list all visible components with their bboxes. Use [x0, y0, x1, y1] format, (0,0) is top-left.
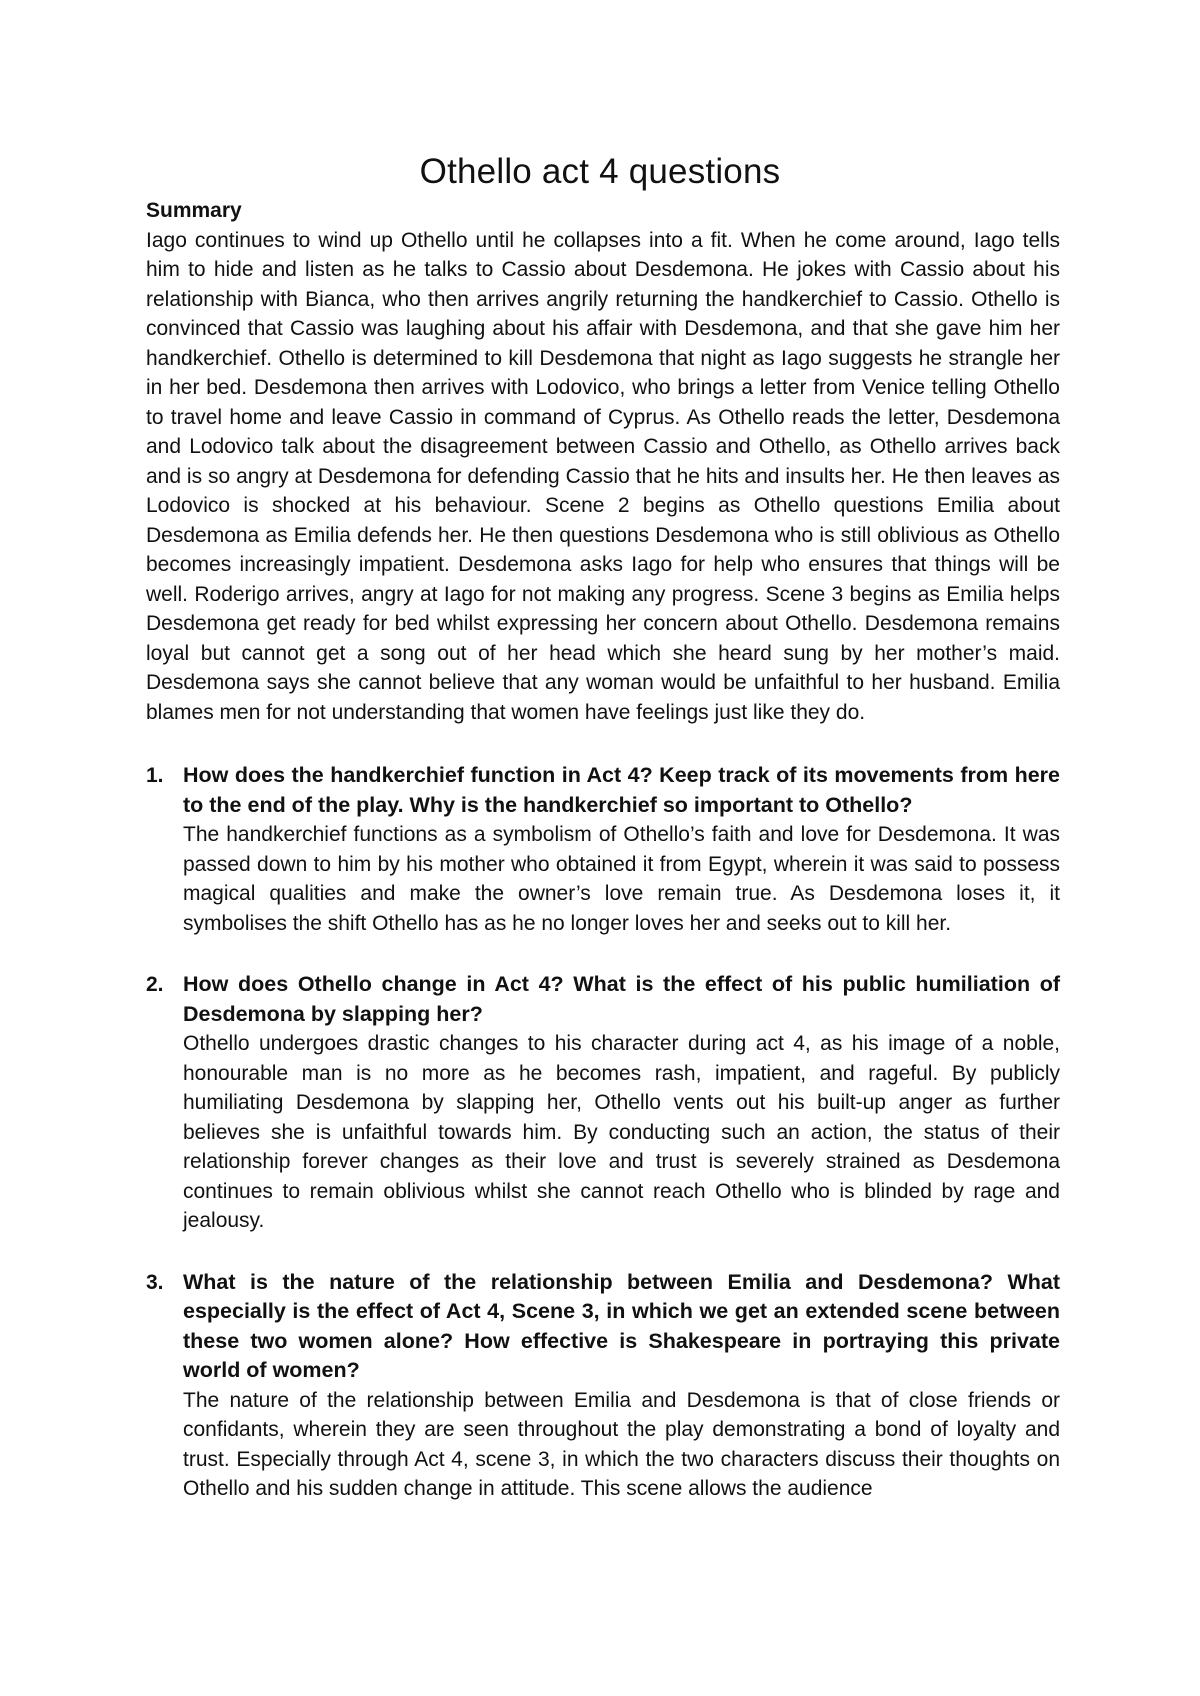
question-item-3: [146, 1268, 1060, 1504]
summary-heading: Summary: [146, 199, 242, 222]
question-item-1: [146, 761, 1060, 938]
question-number: 3.: [146, 1270, 164, 1294]
document-body: [146, 196, 1060, 1504]
answer-text: Othello undergoes drastic changes to his character during act 4, as his image of a noble, honourable man is no more as he becomes rash, impatient, and rageful. By publicly humiliating Desdemona by slapping her, Othello vents out his built-up anger as further believes she is unfaithful towards him. By conducting such an action, the status of their relationship forever changes as their love and trust is severely strained as Desdemona continues to remain oblivious whilst she cannot reach Othello who is blinded by rage and jealousy.: [183, 1032, 1060, 1232]
question-text: How does Othello change in Act 4? What is the effect of his public humiliation of Desdemona by slapping her?: [183, 972, 1060, 1026]
question-list: [146, 761, 1060, 1504]
answer-text: The nature of the relationship between Emilia and Desdemona is that of close friends or confidants, wherein they are seen throughout the play demonstrating a bond of loyalty and trust. Especially through Act 4, scene 3, in which the two characters discuss their thoughts on Othello and his sudden change in attitude. This scene allows the audience: [183, 1388, 1060, 1500]
question-text: How does the handkerchief function in Act 4? Keep track of its movements from here to the end of the play. Why is the handkerchief so important to Othello?: [183, 763, 1060, 817]
summary-text: Iago continues to wind up Othello until he collapses into a fit. When he come around, Iago tells him to hide and listen as he talks to Cassio about Desdemona. He jokes with Cassio about his relationship with Bianca, who then arrives angrily returning the handkerchief to Cassio. Othello is convinced that Cassio was laughing about his affair with Desdemona, and that she gave him her handkerchief. Othello is determined to kill Desdemona that night as Iago suggests he strangle her in her bed. Desdemona then arrives with Lodovico, who brings a letter from Venice telling Othello to travel home and leave Cassio in command of Cyprus. As Othello reads the letter, Desdemona and Lodovico talk about the disagreement between Cassio and Othello, as Othello arrives back and is so angry at Desdemona for defending Cassio that he hits and insults her. He then leaves as Lodovico is shocked at his behaviour. Scene 2 begins as Othello questions Emilia about Desdemona as Emilia defends her. He then questions Desdemona who is still oblivious as Othello becomes increasingly impatient. Desdemona asks Iago for help who ensures that things will be well. Roderigo arrives, angry at Iago for not making any progress. Scene 3 begins as Emilia helps Desdemona get ready for bed whilst expressing her concern about Othello. Desdemona remains loyal but cannot get a song out of her head which she heard sung by her mother’s maid. Desdemona says she cannot believe that any woman would be unfaithful to her husband. Emilia blames men for not understanding that women have feelings just like they do.: [146, 228, 1060, 724]
question-item-2: [146, 970, 1060, 1236]
question-number: 1.: [146, 764, 164, 787]
question-text: What is the nature of the relationship between Emilia and Desdemona? What especially is the effect of Act 4, Scene 3, in which we get an extended scene between these two women alone? How effective is Shakespeare in portraying this private world of women?: [183, 1269, 1060, 1382]
answer-text: The handkerchief functions as a symbolism of Othello’s faith and love for Desdemona. It was passed down to him by his mother who obtained it from Egypt, wherein it was said to possess magical qualities and make the owner’s love remain true. As Desdemona loses it, it symbolises the shift Othello has as he no longer loves her and seeks out to kill her.: [183, 823, 1060, 935]
question-number: 2.: [146, 973, 164, 996]
document-title: Othello act 4 questions: [419, 152, 781, 191]
